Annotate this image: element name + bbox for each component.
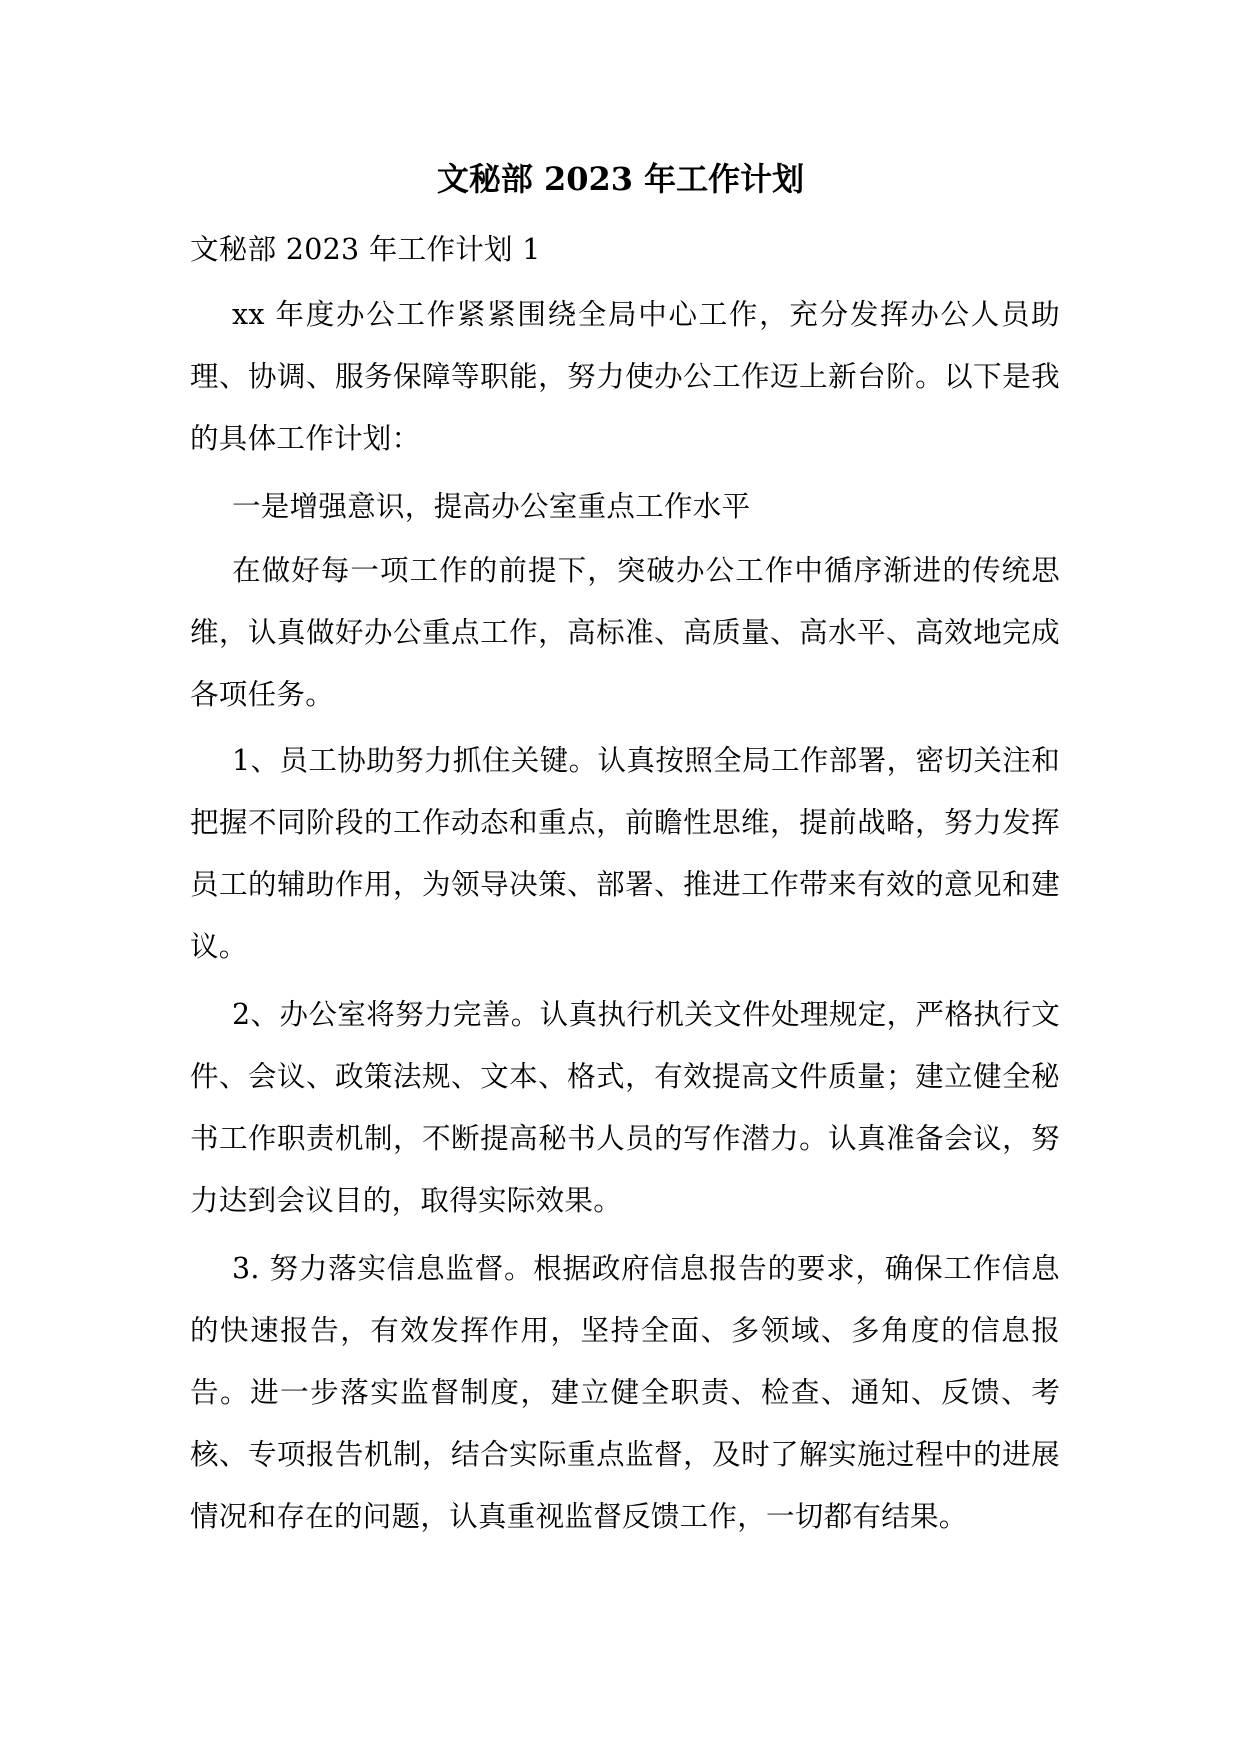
body-paragraph: 在做好每一项工作的前提下，突破办公工作中循序渐进的传统思维，认真做好办公重点工作，高标准、高质量、高水平、高效地完成各项任务。 — [190, 554, 1060, 711]
body-paragraph: 2、办公室将努力完善。认真执行机关文件处理规定，严格执行文件、会议、政策法规、文本、格式，有效提高文件质量；建立健全秘书工作职责机制，不断提高秘书人员的写作潜力。认真准备会议，努力达到会议目的，取得实际效果。 — [190, 998, 1060, 1217]
body-paragraph: 1、员工协助努力抓住关键。认真按照全局工作部署，密切关注和把握不同阶段的工作动态和重点，前瞻性思维，提前战略，努力发挥员工的辅助作用，为领导决策、部署、推进工作带来有效的意见和建议。 — [190, 744, 1060, 963]
body-paragraph: 3. 努力落实信息监督。根据政府信息报告的要求，确保工作信息的快速报告，有效发挥作用，坚持全面、多领域、多角度的信息报告。进一步落实监督制度，建立健全职责、检查、通知、反馈、考核、专项报告机制，结合实际重点监督，及时了解实施过程中的进展情况和存在的问题，认真重视监督反馈工作，一切都有结果。 — [190, 1252, 1060, 1533]
intro-paragraph: xx 年度办公工作紧紧围绕全局中心工作，充分发挥办公人员助理、协调、服务保障等职能，努力使办公工作迈上新台阶。以下是我的具体工作计划： — [190, 298, 1060, 455]
document-title: 文秘部 2023 年工作计划 — [436, 160, 805, 198]
section-heading: 一是增强意识，提高办公室重点工作水平 — [232, 490, 751, 523]
document-subtitle: 文秘部 2023 年工作计划 1 — [190, 233, 541, 266]
